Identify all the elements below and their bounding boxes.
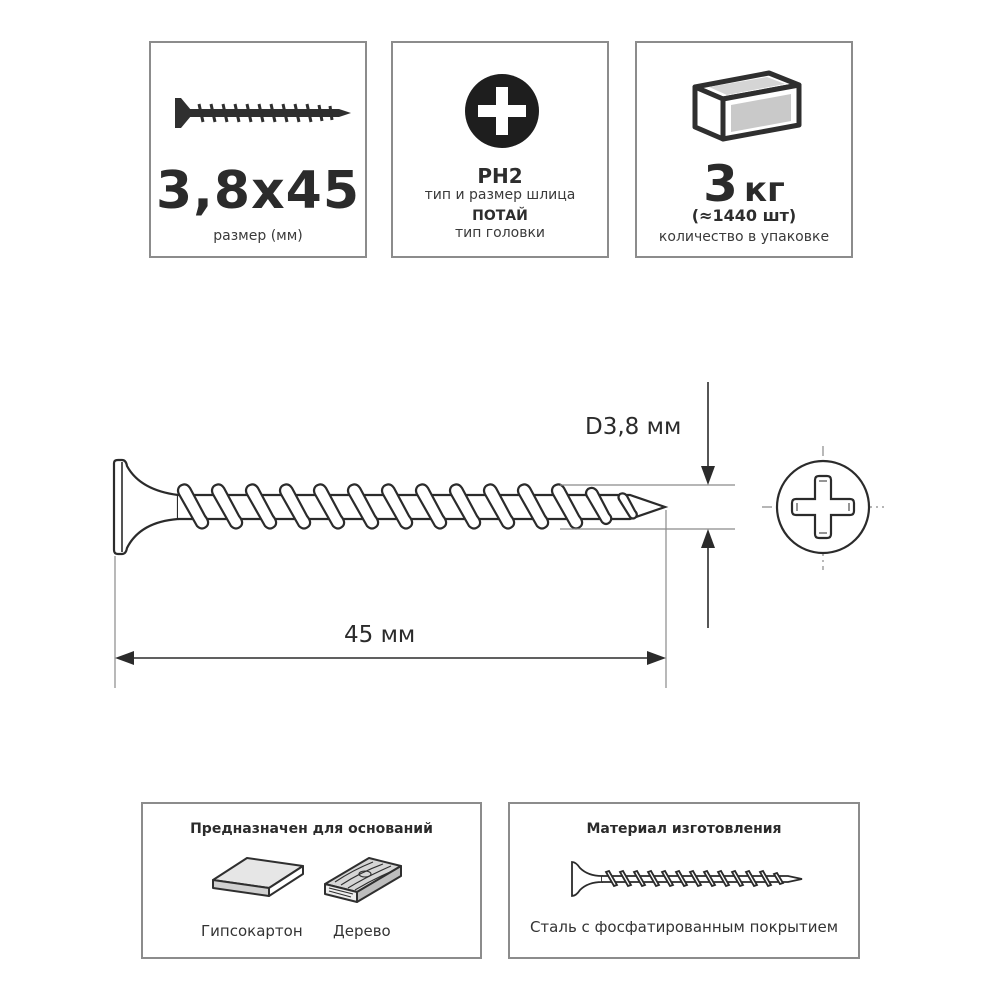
weight-unit: кг [743,170,785,210]
bases-title: Предназначен для оснований [190,821,433,837]
diameter-label: D3,8 мм [585,414,682,440]
pack-count: (≈1440 шт) [691,206,797,225]
screw-small-icon [510,804,862,961]
drywall-label: Гипсокартон [201,922,303,940]
weight [637,155,851,213]
bases-card [141,802,482,959]
phillips-icon [393,43,611,153]
head-type: ПОТАЙ [472,208,528,224]
wood-label: Дерево [333,922,391,940]
size-value: 3,8x45 [155,161,361,221]
material-description: Сталь с фосфатированным покрытием [529,918,839,936]
size-card [149,41,367,258]
head-caption: тип головки [454,225,546,241]
head-end-view [762,446,884,570]
pack-card [635,41,853,258]
material-card [508,802,860,959]
weight-number: 3 [703,155,738,213]
length-label: 45 мм [344,622,416,648]
slot-caption: тип и размер шлица [424,187,576,203]
slot-type: PH2 [477,164,523,188]
pack-caption: количество в упаковке [658,229,830,245]
box-icon [637,43,855,143]
material-title: Материал изготовления [586,821,782,837]
slot-card [391,41,609,258]
screw-icon [151,43,369,143]
wood-icon [143,804,484,961]
size-caption: размер (мм) [213,228,303,244]
